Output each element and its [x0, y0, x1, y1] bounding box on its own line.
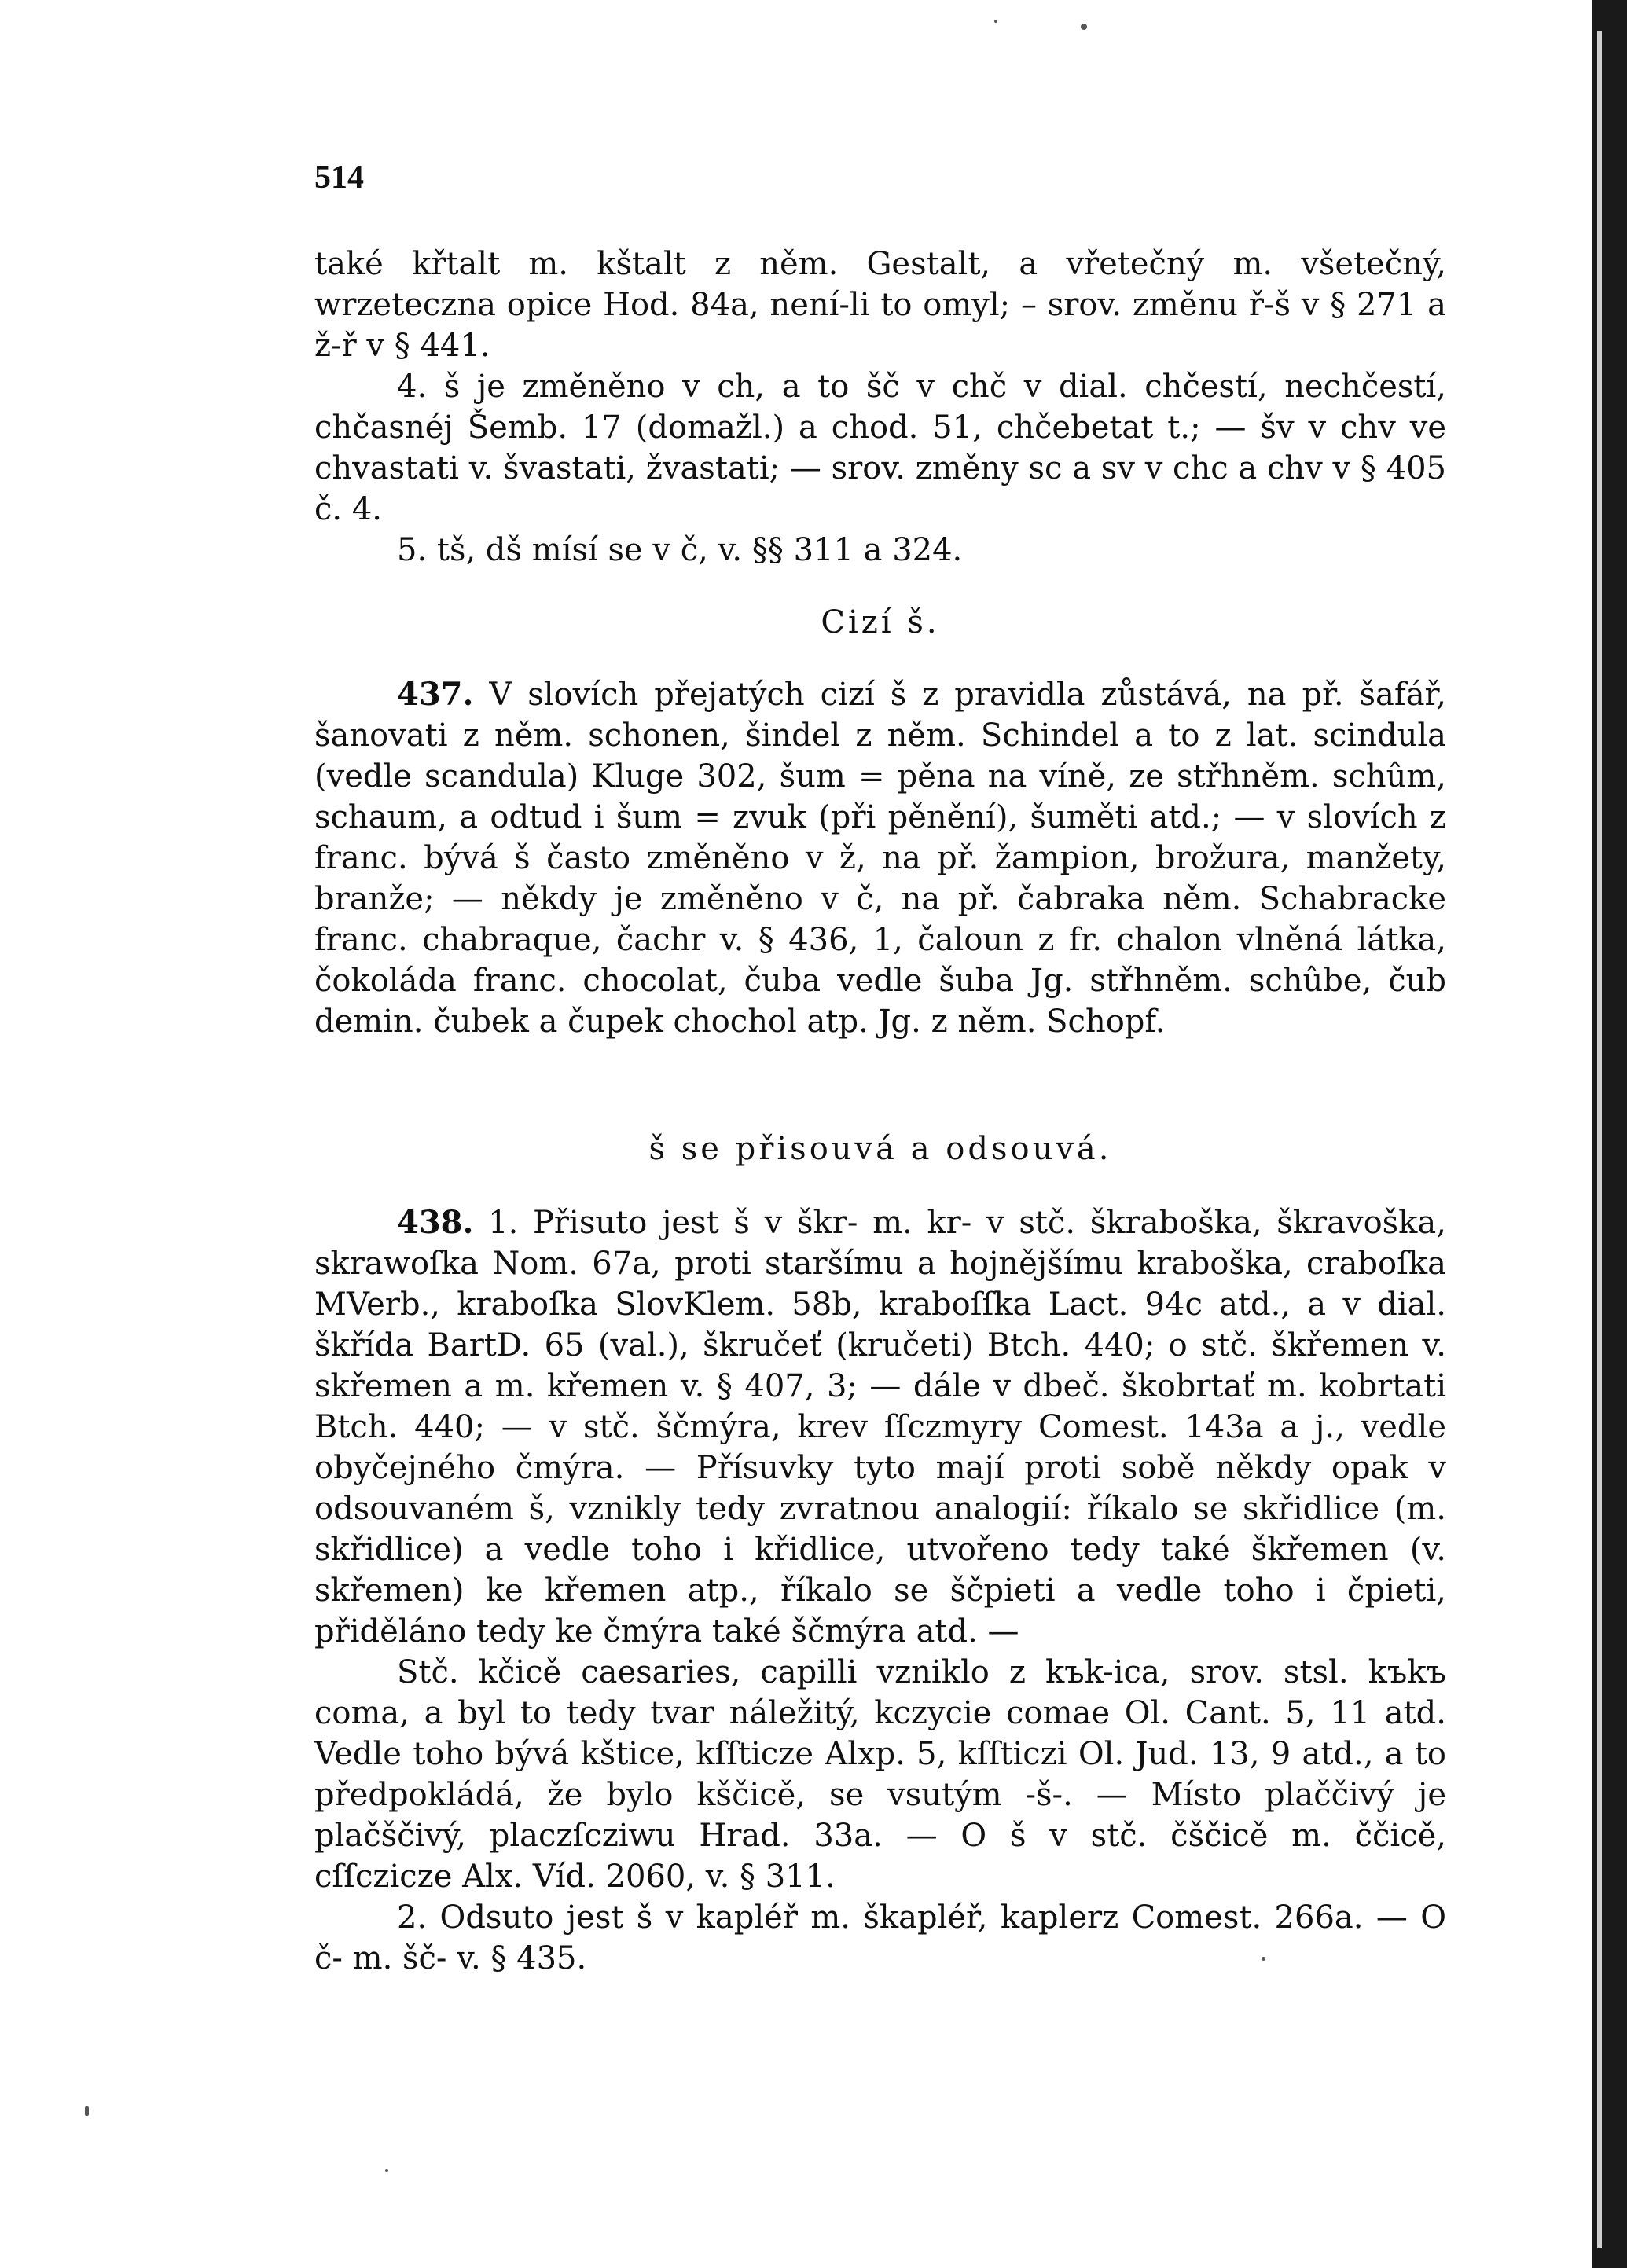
- page-number: 514: [314, 160, 364, 196]
- binding-edge-highlight: [1597, 31, 1602, 2248]
- paragraph-438: [314, 1202, 1446, 1652]
- section-number-437: 437.: [397, 676, 474, 713]
- paragraph-437: [314, 674, 1446, 1042]
- paragraph-438-text: 1. Přisuto jest š v škr- m. kr- v stč. škraboška, škravoška, skrawoſka Nom. 67a, proti staršímu a hojnějšímu kraboška, craboſka MVerb., kraboſka SlovKlem. 58b, kraboſſka Lact. 94c atd., a v dial. škřída BartD. 65 (val.), škručeť (kručeti) Btch. 440; o stč. škřemen v. skřemen a m. křemen v. § 407, 3; — dále v dbeč. škobrtať m. kobrtati Btch. 440; — v stč. ščmýra, krev ſſczmyry Comest. 143a a j., vedle obyčejného čmýra. — Přísuvky tyto mají proti sobě někdy opak v odsouvaném š, vznikly tedy zvratnou analogií: říkalo se skřidlice (m. skřidlice) a vedle toho i křidlice, utvořeno tedy také škřemen (v. skřemen) ke křemen atp., říkalo se ščpieti a vedle toho i čpieti, přiděláno tedy ke čmýra také ščmýra atd. —: [314, 1205, 1446, 1650]
- section-heading-prisouva-odsouva: š se přisouvá a odsouvá.: [648, 1131, 1112, 1167]
- section-number-438: 438.: [397, 1204, 474, 1241]
- paragraph-point-2-odsuto: 2. Odsuto jest š v kapléř m. škapléř, kaplerz Comest. 266a. — O č- m. šč- v. § 435.: [314, 1899, 1446, 1976]
- page-text: [314, 157, 1446, 1979]
- paragraph-point-5: 5. tš, dš mísí se v č, v. §§ 311 a 324.: [397, 532, 963, 568]
- section-heading-cizi-s: Cizí š.: [821, 604, 940, 640]
- scan-speck: [85, 2106, 89, 2116]
- paragraph-437-text: V slovích přejatých cizí š z pravidla zůstává, na př. šafář, šanovati z něm. schonen, šindel z něm. Schindel a to z lat. scindula (vedle scandula) Kluge 302, šum = pěna na víně, ze střhněm. schûm, schaum, a odtud i šum = zvuk (při pěnění), šuměti atd.; — v slovích z franc. bývá š často změněno v ž, na př. žampion, brožura, manžety, branže; — někdy je změněno v č, na př. čabraka něm. Schabracke franc. chabraque, čachr v. § 436, 1, čaloun z fr. chalon vlněná látka, čokoláda franc. chocolat, čuba vedle šuba Jg. střhněm. schûbe, čub demin. čubek a čupek chochol atp. Jg. z něm. Schopf.: [314, 677, 1446, 1040]
- scan-speck: [1081, 24, 1087, 30]
- scan-speck: [1262, 1957, 1265, 1961]
- scan-speck: [994, 20, 997, 23]
- paragraph-stc-kcice: Stč. kčicě caesaries, capilli vzniklo z kъk-ica, srov. stsl. kъkъ coma, a byl to tedy tvar náležitý, kczycie comae Ol. Cant. 5, 11 atd. Vedle toho bývá kštice, kſſticze Alxp. 5, kſſticzi Ol. Jud. 13, 9 atd., a to předpokládá, že bylo kščicě, se vsutým -š-. — Místo plaččivý je plačščivý, placzſcziwu Hrad. 33a. — O š v stč. čščicě m. ččicě, cſſczicze Alx. Víd. 2060, v. § 311.: [314, 1654, 1446, 1895]
- paragraph-point-4: 4. š je změněno v ch, a to šč v chč v dial. chčestí, nechčestí, chčasnéj Šemb. 17 (domažl.) a chod. 51, chčebetat t.; — šv v chv ve chvastati v. švastati, žvastati; — srov. změny sc a sv v chc a chv v § 405 č. 4.: [314, 369, 1446, 527]
- paragraph-continuation: také křtalt m. kštalt z něm. Gestalt, a vřetečný m. všetečný, wrzeteczna opice Hod. 84a, není-li to omyl; – srov. změnu ř-š v § 271 a ž-ř v § 441.: [314, 246, 1446, 364]
- scan-speck: [385, 2169, 388, 2172]
